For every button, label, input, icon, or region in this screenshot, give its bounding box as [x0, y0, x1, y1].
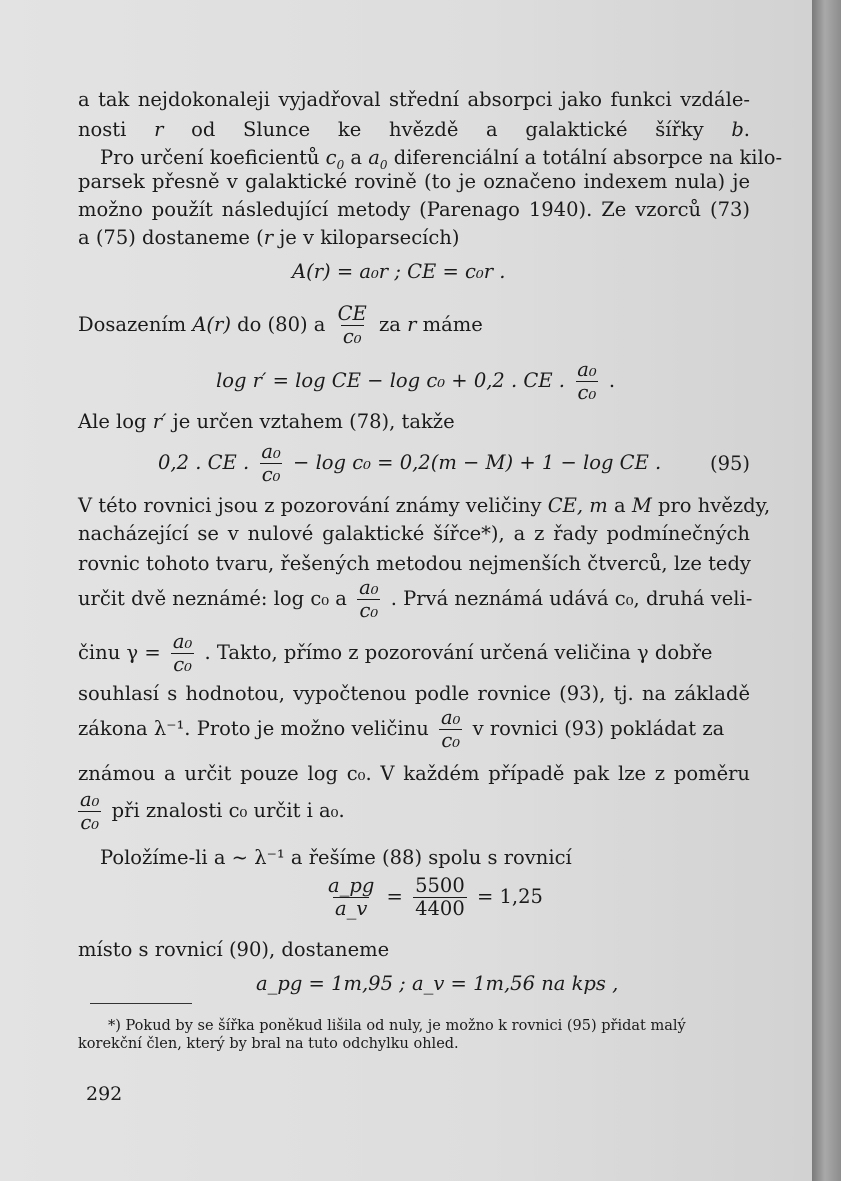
equation-ar-ce: A(r) = a₀r ; CE = c₀r .	[292, 260, 506, 283]
text-line-2: nosti r od Slunce ke hvězdě a galaktické šířky b.	[78, 118, 750, 141]
text-line-14: souhlasí s hodnotou, vypočtenou podle rovnice (93), tj. na základě	[78, 682, 750, 705]
text-line-13: činu γ = $\frac{\text{a₀}}{\text{c₀}}$ . Takto, přímo z pozorování určená veličina γ dobře	[78, 630, 713, 676]
fraction-ce-c0: $\frac{CE}{\text{c₀}}$	[337, 302, 367, 348]
text-line-12: určit dvě neznámé: log c₀ a $\frac{\text{a₀}}{\text{c₀}}$ . Prvá neznámá udává c₀, druhá veli-	[78, 576, 753, 622]
text-line-10: nacházející se v nulové galaktické šířce*), a z řady podmínečných	[78, 522, 750, 545]
equation-apg-av-values: a_pg = 1m,95 ; a_v = 1m,56 na kps ,	[256, 972, 619, 995]
equation-label: (95)	[709, 452, 750, 475]
text-line-4: parsek přesně v galaktické rovině (to je označeno indexem nula) je	[78, 170, 750, 193]
fraction-a0-c0: $\frac{\text{a₀}}{\text{c₀}}$	[440, 706, 461, 752]
text-line-19: místo s rovnicí (90), dostaneme	[78, 938, 390, 961]
equation-ratio: $\frac{a\_pg}{a\_v}$ = $\frac{5500}{4400}$ = 1,25	[328, 874, 543, 920]
fraction-a0-c0: $\frac{\text{a₀}}{\text{c₀}}$	[577, 358, 597, 404]
fraction-apg-av: $\frac{a\_pg}{a\_v}$	[328, 874, 375, 920]
text-line-8: Ale log r′ je určen vztahem (78), takže	[78, 410, 455, 433]
equation-log-r: log r′ = log CE − log c₀ + 0,2 . CE . $\frac{\text{a₀}}{\text{c₀}}$ .	[216, 358, 616, 404]
footnote-line-2: korekční člen, který by bral na tuto odchylku ohled.	[78, 1036, 459, 1052]
footnote-rule	[90, 1003, 192, 1004]
text-line-3: Pro určení koeficientů $c_0$ a $a_0$ diferenciální a totální absorpce na kilo-	[100, 146, 783, 172]
fraction-a0-c0: $\frac{\text{a₀}}{\text{c₀}}$	[172, 630, 193, 676]
fraction-a0-c0: $\frac{\text{a₀}}{\text{c₀}}$	[261, 440, 281, 486]
text-line-17: $\frac{\text{a₀}}{\text{c₀}}$ při znalosti c₀ určit i a₀.	[80, 788, 345, 834]
text-line-6: a (75) dostaneme (r je v kiloparsecích)	[78, 226, 460, 249]
page-edge	[812, 0, 841, 1181]
text-line-5: možno použít následující metody (Parenago 1940). Ze vzorců (73)	[78, 198, 750, 221]
fraction-5500-4400: $\frac{5500}{4400}$	[415, 874, 465, 920]
page-number: 292	[86, 1083, 123, 1105]
equation-95: 0,2 . CE . $\frac{\text{a₀}}{\text{c₀}}$ − log c₀ = 0,2(m − M) + 1 − log CE . (95)	[158, 440, 750, 486]
fraction-a0-c0: $\frac{\text{a₀}}{\text{c₀}}$	[80, 788, 100, 834]
text-line-7: Dosazením A(r) do (80) a $\frac{CE}{\text{c₀}}$ za r máme	[78, 302, 483, 348]
fraction-a0-c0: $\frac{\text{a₀}}{\text{c₀}}$	[359, 576, 379, 622]
text-line-18: Položíme-li a ~ λ⁻¹ a řešíme (88) spolu s rovnicí	[100, 846, 572, 869]
text-line-9: V této rovnici jsou z pozorování známy veličiny CE, m a M pro hvězdy,	[78, 494, 771, 517]
text-line-11: rovnic tohoto tvaru, řešených metodou nejmenších čtverců, lze tedy	[78, 552, 751, 575]
text-line-1: a tak nejdokonaleji vyjadřoval střední absorpci jako funkci vzdále-	[78, 88, 750, 111]
text-line-16: známou a určit pouze log c₀. V každém případě pak lze z poměru	[78, 762, 750, 785]
text-line-15: zákona λ⁻¹. Proto je možno veličinu $\frac{\text{a₀}}{\text{c₀}}$ v rovnici (93) pokládat za	[78, 706, 725, 752]
footnote-line-1: *) Pokud by se šířka poněkud lišila od nuly, je možno k rovnici (95) přidat malý	[108, 1018, 686, 1034]
